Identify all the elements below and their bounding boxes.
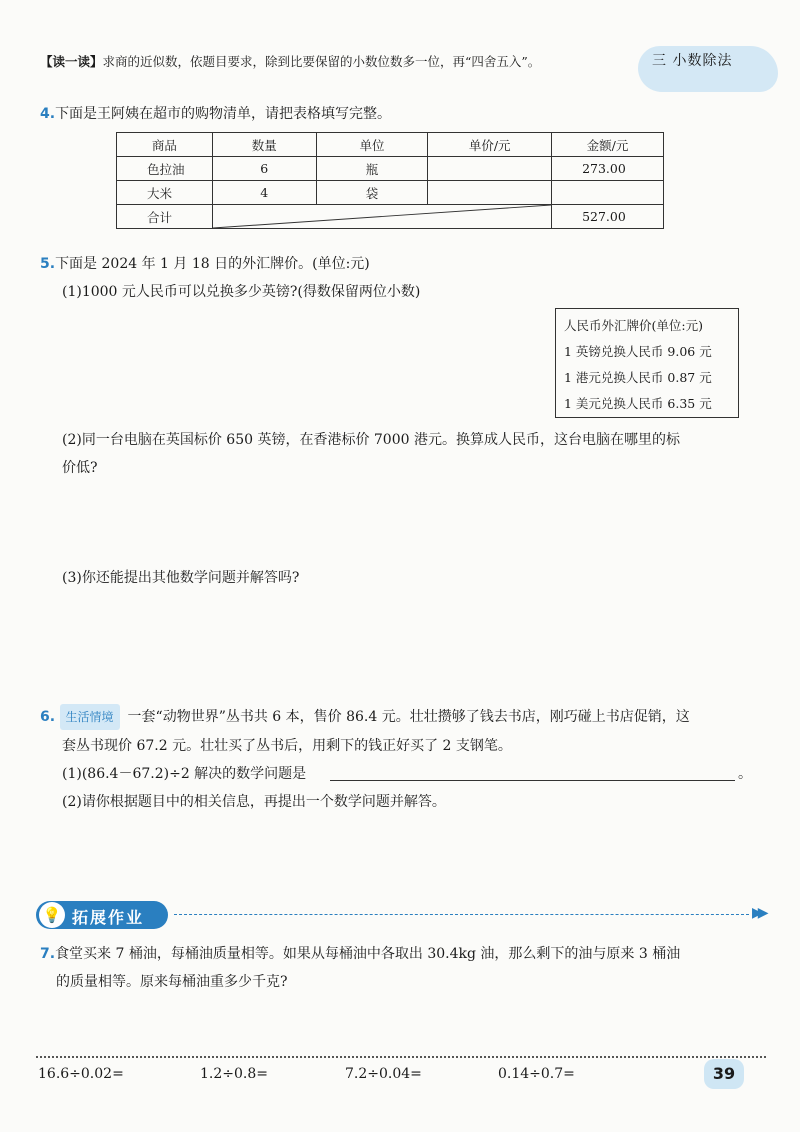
oral-calc-4: 0.14÷0.7= xyxy=(498,1066,575,1082)
amount-blank[interactable] xyxy=(552,181,664,205)
question-6-part-1-end: 。 xyxy=(738,766,752,782)
question-5-number: 5. xyxy=(40,256,56,272)
rate-hkd: 1 港元兑换人民币 0.87 元 xyxy=(564,370,712,385)
question-7 xyxy=(40,942,680,966)
table-header-row xyxy=(117,133,664,157)
question-6-line-1: 一套“动物世界”丛书共 6 本，售价 86.4 元。壮壮攒够了钱去书店，刚巧碰上书店促销，这 xyxy=(127,709,690,725)
rate-title: 人民币外汇牌价(单位:元) xyxy=(564,318,703,333)
question-6-part-2: (2)请你根据题目中的相关信息，再提出一个数学问题并解答。 xyxy=(62,794,446,810)
table-row xyxy=(117,157,664,181)
answer-blank-line[interactable] xyxy=(330,780,735,781)
question-7-line-1: 食堂买来 7 桶油，每桶油质量相等。如果从每桶油中各取出 30.4kg 油，那么剩下的油与原来 3 桶油 xyxy=(55,946,681,962)
header-cell: 单位 xyxy=(316,133,428,157)
total-label: 合计 xyxy=(117,205,213,229)
oral-calc-2: 1.2÷0.8= xyxy=(200,1066,268,1082)
product-cell: 大米 xyxy=(117,181,213,205)
question-6-part-1: (1)(86.4－67.2)÷2 解决的数学问题是 xyxy=(62,766,307,782)
quantity-cell: 6 xyxy=(212,157,316,181)
question-4-text: 下面是王阿姨在超市的购物清单，请把表格填写完整。 xyxy=(55,106,392,122)
diagonal-line xyxy=(213,205,551,228)
total-diagonal-cell xyxy=(212,205,551,229)
header-cell: 单价/元 xyxy=(428,133,552,157)
banner-label: 拓展作业 xyxy=(72,908,145,927)
quantity-cell: 4 xyxy=(212,181,316,205)
question-5-part-2-line-1: (2)同一台电脑在英国标价 650 英镑，在香港标价 7000 港元。换算成人民币，这台电脑在哪里的标 xyxy=(62,432,680,448)
product-cell: 色拉油 xyxy=(117,157,213,181)
table-row xyxy=(117,181,664,205)
rate-gbp: 1 英镑兑换人民币 9.06 元 xyxy=(564,344,712,359)
header-cell: 数量 xyxy=(212,133,316,157)
page-number: 39 xyxy=(704,1059,744,1089)
question-6-number: 6. xyxy=(40,709,56,725)
question-4-number: 4. xyxy=(40,106,56,122)
question-5-text: 下面是 2024 年 1 月 18 日的外汇牌价。(单位:元) xyxy=(55,256,370,272)
rate-usd: 1 美元兑换人民币 6.35 元 xyxy=(564,396,712,411)
header-cell: 商品 xyxy=(117,133,213,157)
oral-calc-1: 16.6÷0.02= xyxy=(38,1066,124,1082)
question-7-number: 7. xyxy=(40,946,56,962)
unit-price-blank[interactable] xyxy=(428,181,552,205)
unit-price-blank[interactable] xyxy=(428,157,552,181)
chapter-header xyxy=(638,36,778,98)
amount-cell: 273.00 xyxy=(552,157,664,181)
question-6 xyxy=(40,704,690,730)
tip-text: 求商的近似数，依题目要求，除到比要保留的小数位数多一位，再“四舍五入”。 xyxy=(102,54,541,69)
question-5-part-3: (3)你还能提出其他数学问题并解答吗? xyxy=(62,570,300,586)
question-5-part-1: (1)1000 元人民币可以兑换多少英镑?(得数保留两位小数) xyxy=(62,284,421,300)
banner-pill xyxy=(36,901,168,929)
extension-homework-banner xyxy=(36,901,776,931)
banner-dashed-line xyxy=(174,914,749,915)
footer-dotted-separator xyxy=(36,1056,766,1058)
tip-tag: 【读一读】 xyxy=(40,54,103,69)
question-7-line-2: 的质量相等。原来每桶油重多少千克? xyxy=(56,974,288,990)
unit-cell: 袋 xyxy=(316,181,428,205)
question-4 xyxy=(40,102,391,126)
exchange-rate-box xyxy=(555,308,739,418)
oral-calc-3: 7.2÷0.04= xyxy=(345,1066,422,1082)
life-scenario-tag: 生活情境 xyxy=(60,704,120,730)
total-amount: 527.00 xyxy=(552,205,664,229)
table-total-row xyxy=(117,205,664,229)
header-cell: 金额/元 xyxy=(552,133,664,157)
lightbulb-icon: 💡 xyxy=(39,902,65,928)
question-5 xyxy=(40,252,370,276)
chapter-title: 三 小数除法 xyxy=(652,53,733,69)
question-6-line-2: 套丛书现价 67.2 元。壮壮买了丛书后，用剩下的钱正好买了 2 支钢笔。 xyxy=(62,738,512,754)
unit-cell: 瓶 xyxy=(316,157,428,181)
double-arrow-icon: ▶▶ xyxy=(752,905,764,921)
question-5-part-2-line-2: 价低? xyxy=(62,460,98,476)
reading-tip xyxy=(40,52,540,70)
shopping-list-table xyxy=(116,132,664,229)
